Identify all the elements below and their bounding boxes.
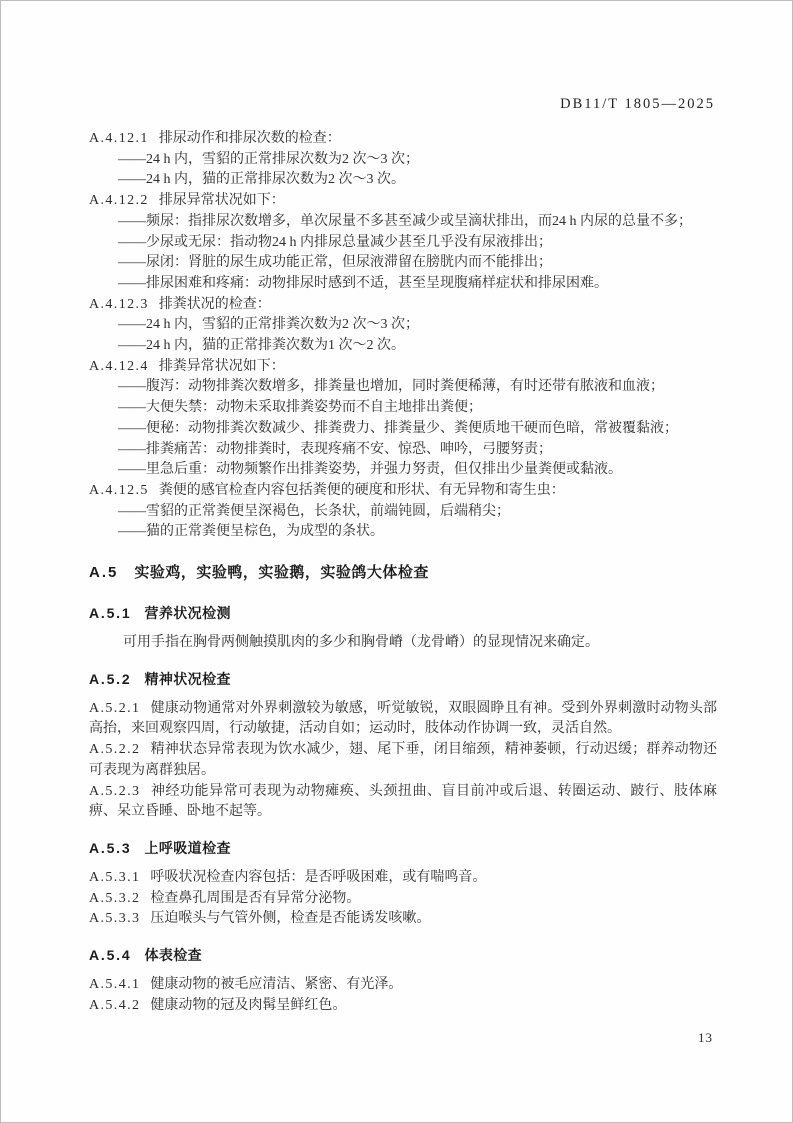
clause-number: A.5.1 — [89, 605, 132, 622]
dash-list-item — [89, 233, 717, 254]
line-text: ——大便失禁：动物未采取排粪姿势而不自主地排出粪便； — [118, 400, 482, 416]
clause-number: A.5.4.1 — [89, 977, 141, 993]
clause-text: 精神状况检查 — [144, 670, 231, 687]
clause-text: 排尿动作和排尿次数的检查： — [158, 131, 341, 146]
line-text: ——便秘：动物排粪次数减少、排粪费力、排粪量少、粪便质地干硬而色暗，常被覆黏液； — [118, 420, 678, 436]
dash-list-item — [89, 150, 717, 171]
clause-text: 精神状态异常表现为饮水减少，翅、尾下垂，闭目缩颈，精神萎顿，行动迟缓；群养动物还可表现为离群独居。 — [89, 742, 717, 778]
line-text: ——24 h 内，雪貂的正常排粪次数为2 次～3 次； — [118, 317, 419, 333]
dash-list-item — [89, 315, 717, 336]
document-footer — [698, 1030, 713, 1046]
clause — [89, 909, 717, 930]
dash-list-item — [89, 522, 717, 543]
dash-list-item — [89, 212, 717, 233]
subsection-heading — [89, 669, 717, 690]
clause — [89, 996, 717, 1017]
dash-list-item — [89, 377, 717, 398]
clause-number: A.5.2 — [89, 670, 132, 687]
subsection-heading — [89, 838, 717, 859]
clause-text: 呼吸状况检查内容包括：是否呼吸困难，或有喘鸣音。 — [150, 869, 487, 885]
dash-list-item — [89, 274, 717, 295]
dash-list-item — [89, 170, 717, 191]
clause-number: A.5.3.1 — [89, 869, 141, 885]
clause — [89, 868, 717, 889]
clause-text: 压迫喉头与气管外侧，检查是否能诱发咳嗽。 — [150, 911, 431, 927]
clause-number: A.4.12.5 — [89, 482, 149, 498]
clause-number: A.5.2.3 — [89, 783, 141, 799]
line-text: ——腹泻：动物排粪次数增多，排粪量也增加，同时粪便稀薄，有时还带有脓液和血液； — [118, 379, 664, 395]
clause — [89, 740, 717, 781]
clause-text: 神经功能异常可表现为动物瘫痪、头颈扭曲、盲目前冲或后退、转圈运动、跛行、肢体麻痹、呆立昏睡、卧地不起等。 — [89, 783, 717, 820]
line-text: ——里急后重：动物频繁作出排粪姿势，并强力努责，但仅排出少量粪便或黏液。 — [118, 462, 622, 478]
clause-text: 健康动物的被毛应清洁、紧密、有光泽。 — [150, 977, 403, 993]
clause-number: A.5 — [89, 564, 119, 582]
clause-number: A.4.12.2 — [89, 193, 149, 209]
dash-list-item — [89, 336, 717, 357]
clause-text: 健康动物通常对外界刺激较为敏感，听觉敏锐，双眼圆睁且有神。受到外界刺激时动物头部高抬，来回观察四周，行动敏捷，活动自如；运动时，肢体动作协调一致，灵活自然。 — [89, 700, 717, 737]
line-text: ——24 h 内，雪貂的正常排尿次数为2 次～3 次； — [118, 151, 419, 167]
clause — [89, 295, 717, 316]
line-text: 可用手指在胸骨两侧触摸肌肉的多少和胸骨嵴（龙骨嵴）的显现情况来确定。 — [123, 635, 599, 651]
clause — [89, 357, 717, 378]
clause-text: 排粪状况的检查： — [158, 296, 271, 312]
subsection-heading — [89, 603, 717, 624]
subsection-heading — [89, 945, 717, 966]
clause-number: A.5.3.2 — [89, 890, 141, 906]
clause — [89, 191, 717, 212]
clause-number: A.4.12.4 — [89, 358, 149, 374]
clause-text: 粪便的感官检查内容包括粪便的硬度和形状、有无异物和寄生虫： — [158, 482, 565, 498]
body-paragraph — [89, 633, 717, 654]
dash-list-item — [89, 460, 717, 481]
line-text: ——少尿或无尿：指动物24 h 内排尿总量减少甚至几乎没有尿液排出； — [118, 234, 552, 250]
dash-list-item — [89, 398, 717, 419]
clause-text: 健康动物的冠及肉髯呈鲜红色。 — [150, 997, 347, 1013]
page-number: 13 — [698, 1030, 713, 1045]
clause — [89, 129, 717, 150]
standard-code: DB11/T 1805—2025 — [560, 96, 715, 112]
line-text: ——24 h 内，猫的正常排粪次数为1 次～2 次。 — [118, 338, 405, 354]
clause-text: 排尿异常状况如下： — [158, 193, 285, 209]
clause-number: A.5.2.1 — [89, 700, 141, 716]
clause-text: 体表检查 — [144, 947, 203, 964]
clause — [89, 975, 717, 996]
section-heading — [89, 562, 717, 584]
clause-number: A.5.3.3 — [89, 911, 141, 927]
clause — [89, 889, 717, 910]
dash-list-item — [89, 419, 717, 440]
dash-list-item — [89, 502, 717, 523]
clause-number: A.5.2.2 — [89, 742, 141, 758]
dash-list-item — [89, 253, 717, 274]
line-text: ——频尿：指排尿次数增多，单次尿量不多甚至减少或呈滴状排出，而24 h 内尿的总量不多； — [118, 213, 692, 229]
line-text: ——排尿困难和疼痛：动物排尿时感到不适，甚至呈现腹痛样症状和排尿困难。 — [118, 275, 608, 291]
clause-number: A.4.12.1 — [89, 131, 149, 146]
clause-number: A.4.12.3 — [89, 296, 149, 312]
clause-text: 检查鼻孔周围是否有异常分泌物。 — [150, 890, 361, 906]
line-text: ——猫的正常粪便呈棕色，为成型的条状。 — [118, 524, 384, 540]
clause-text: 营养状况检测 — [144, 605, 231, 622]
clause-number: A.5.3 — [89, 839, 132, 856]
clause — [89, 699, 717, 740]
clause-text: 排粪异常状况如下： — [158, 358, 285, 374]
document-body — [89, 129, 717, 1017]
clause-number: A.5.4.2 — [89, 997, 141, 1013]
dash-list-item — [89, 440, 717, 461]
clause-number: A.5.4 — [89, 947, 132, 964]
line-text: ——排粪痛苦：动物排粪时，表现疼痛不安、惊恐、呻吟，弓腰努责； — [118, 441, 552, 457]
clause-text: 上呼吸道检查 — [144, 839, 231, 856]
clause-text: 实验鸡，实验鸭，实验鹅，实验鸽大体检查 — [134, 564, 429, 582]
line-text: ——尿闭：肾脏的尿生成功能正常，但尿液滞留在膀胱内而不能排出； — [118, 255, 552, 271]
document-header — [560, 96, 715, 113]
line-text: ——雪貂的正常粪便呈深褐色，长条状，前端钝圆，后端稍尖； — [118, 503, 510, 519]
clause — [89, 782, 717, 823]
line-text: ——24 h 内，猫的正常排尿次数为2 次～3 次。 — [118, 172, 405, 188]
clause — [89, 481, 717, 502]
